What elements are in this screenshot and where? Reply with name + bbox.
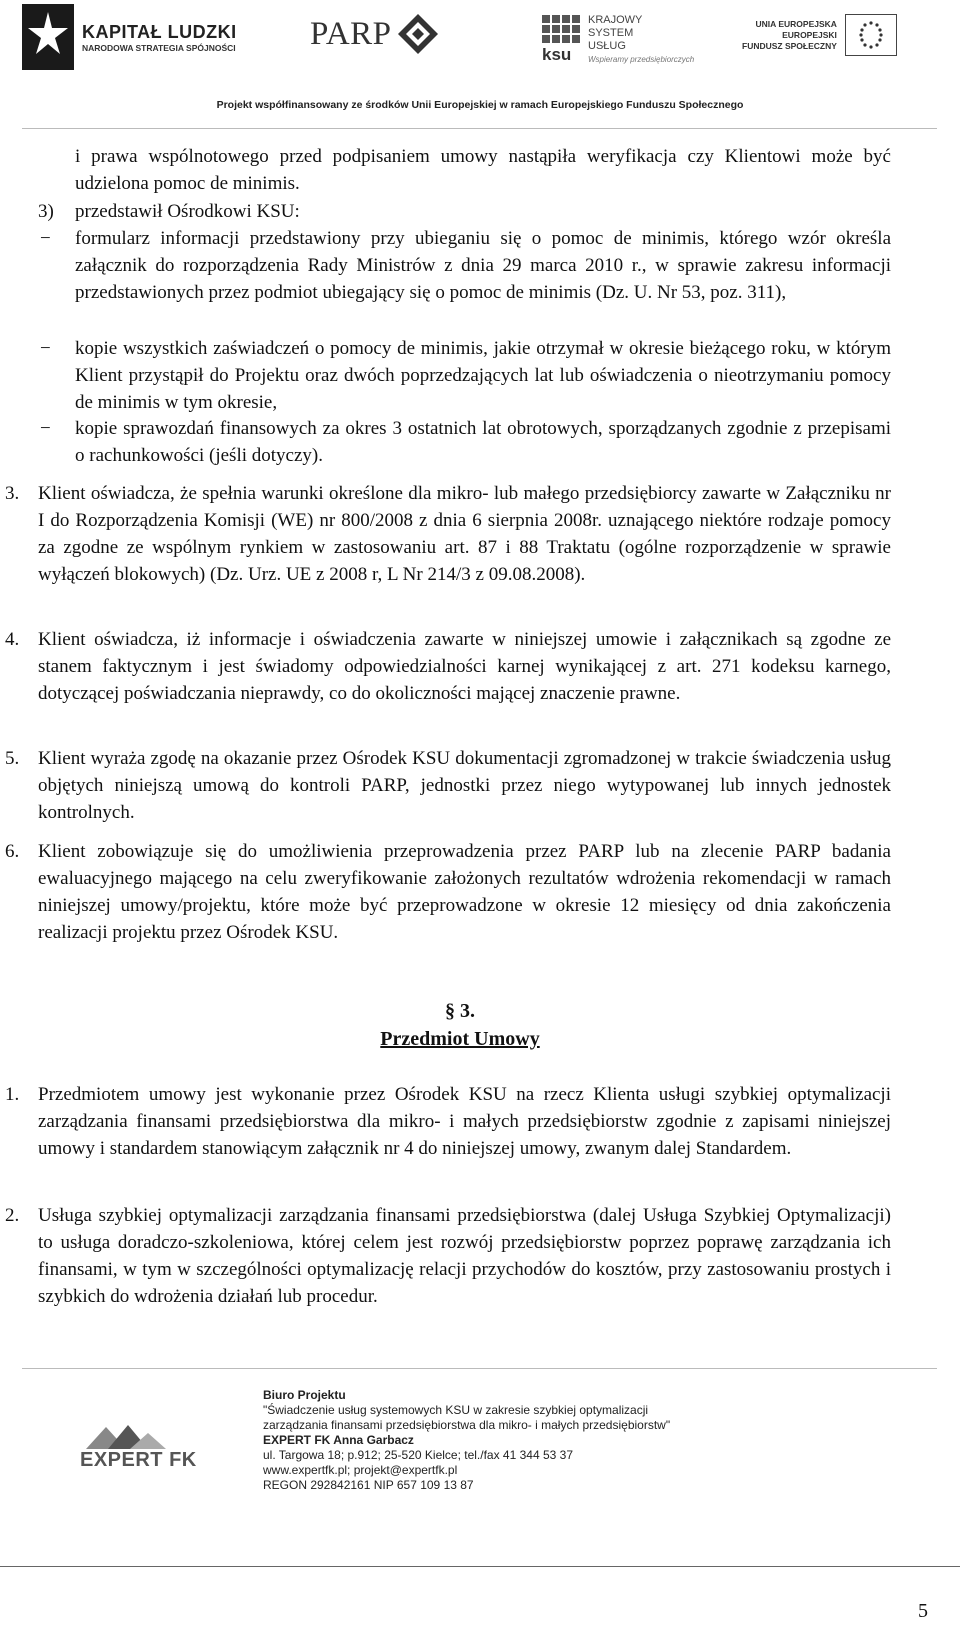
section-item-1: Przedmiotem umowy jest wykonanie przez Ośrodek KSU na rzecz Klienta usługi szybkiej optymalizacji zarządzania finansami przedsiębiorstwa dla mikro- i małych przedsiębiorstw zgodnie z zapisami niniejszej umowy i standardem stanowiącym załącznik nr 4 do niniejszej umowy, zwanym dalej Standardem. [38,1084,891,1159]
paragraph-5-number: 5. [5,748,20,769]
paragraph-5: Klient wyraża zgodę na okazanie przez Ośrodek KSU dokumentacji zgromadzonej w trakcie świadczenia usług objętych niniejszą umową do kontroli PARP, jednostki przez niego wytypowanej lub innych jednostek kontrolnych. [38,748,891,823]
ksu-abbr: ksu [542,45,572,64]
ue-logo [742,14,897,56]
page-header [0,0,960,130]
ksu-logo [542,14,694,66]
intro-paragraph: i prawa wspólnotowego przed podpisaniem umowy nastąpiła weryfikacja czy Klientowi może być udzielona pomoc de minimis. [75,146,891,194]
dash-bullet-3: − [40,418,51,439]
dash-bullet-1: − [40,228,51,249]
page-number: 5 [918,1600,928,1622]
item3-number: 3) [38,201,54,222]
footer-info [263,1388,670,1493]
paragraph-6-number: 6. [5,841,20,862]
paragraph-6: Klient zobowiązuje się do umożliwienia przeprowadzenia przez PARP lub na zlecenie PARP badania ewaluacyjnego mającego na celu zweryfikowanie założonych rezultatów wdrożenia rekomendacji w ramach niniejszej umowy/projektu, które może być przeprowadzone w okresie 12 miesięcy od dnia zakończenia realizacji projektu przez Ośrodek KSU. [38,841,891,943]
parp-wordmark: PARP [310,15,392,52]
ue-line1: UNIA EUROPEJSKA [755,18,837,29]
section-item-1-number: 1. [5,1084,20,1105]
dash-item-1: formularz informacji przedstawiony przy ubieganiu się o pomoc de minimis, którego wzór określa załącznik do rozporządzenia Rady Ministrów z dnia 29 marca 2010 r., w sprawie zakresu informacji przedstawionych przez podmiot ubiegający się o pomoc de minimis (Dz. U. Nr 53, poz. 311), [75,228,891,303]
expert-fk-wordmark: EXPERT FK [80,1449,197,1471]
dash-item-3: kopie sprawozdań finansowych za okres 3 ostatnich lat obrotowych, sporządzanych zgodnie z przepisami o rachunkowości (jeśli dotyczy). [75,418,891,466]
ue-line2: EUROPEJSKI [782,29,837,40]
footer-company: EXPERT FK Anna Garbacz [263,1433,414,1447]
footer-divider [22,1368,937,1369]
paragraph-3: Klient oświadcza, że spełnia warunki określone dla mikro- lub małego przedsiębiorcy zawarte w Załączniku nr I do Rozporządzenia Komisji (WE) nr 800/2008 z dnia 6 sierpnia 2008r. uznającego niektóre rodzaje pomocy za zgodne ze wspólnym rynkiem w zastosowaniu art. 87 i 88 Traktatu (ogólne rozporządzenie w sprawie wyłączeń blokowych) (Dz. Urz. UE z 2008 r, L Nr 214/3 z 09.08.2008). [38,483,891,585]
ksu-grid-icon [542,15,580,43]
cofinancing-note: Projekt współfinansowany ze środków Unii Europejskiej w ramach Europejskiego Funduszu Społecznego [216,99,744,111]
ksu-line2: SYSTEM [588,27,634,39]
dash-item-2: kopie wszystkich zaświadczeń o pomocy de minimis, jakie otrzymał w okresie bieżącego roku, w którym Klient przystąpił do Projektu oraz dwóch poprzedzających lat lub oświadczenia o nieotrzymaniu pomocy de minimis w tym okresie, [75,338,891,413]
ksu-slogan: Wspieramy przedsiębiorczych [588,55,695,64]
parp-logo [310,12,440,56]
footer-address: ul. Targowa 18; p.912; 25-520 Kielce; tel./fax 41 344 53 37 [263,1448,573,1462]
footer-web: www.expertfk.pl; projekt@expertfk.pl [263,1463,458,1477]
kapital-ludzki-star-icon [22,4,74,70]
paragraph-4: Klient oświadcza, iż informacje i oświadczenia zawarte w niniejszej umowie i załącznikach są zgodne ze stanem faktycznym i jest świadomy odpowiedzialności karnej wynikającej z art. 271 kodeksu karnego, dotyczącej poświadczania nieprawdy, co do okoliczności mającej znaczenie prawne. [38,629,891,704]
dash-bullet-2: − [40,338,51,359]
section-item-2: Usługa szybkiej optymalizacji zarządzania finansami przedsiębiorstwa (dalej Usługa Szybkiej Optymalizacji) to usługa doradczo-szkoleniowa, której celem jest rozwój przedsiębiorstw poprzez poprawę zarządzania ich finansami, w tym w szczególności optymalizację relacji przychodów do kosztów, przy zastosowaniu prostych i szybkich do wdrożenia działań lub procedur. [38,1205,891,1307]
section-number: § 3. [445,1000,475,1022]
kapital-ludzki-logo [22,2,237,72]
footer-office: Biuro Projektu [263,1388,346,1402]
expert-fk-logo [80,1423,197,1472]
ksu-line1: KRAJOWY [588,14,643,26]
expert-fk-mark-icon [86,1423,166,1449]
ksu-line3: USŁUG [588,40,626,52]
footer-project-line1: "Świadczenie usług systemowych KSU w zakresie szybkiej optymalizacji [263,1403,649,1417]
header-divider [22,128,937,129]
ue-line3: FUNDUSZ SPOŁECZNY [742,40,837,51]
paragraph-4-number: 4. [5,629,20,650]
footer-ids: REGON 292842161 NIP 657 109 13 87 [263,1478,474,1492]
section-item-2-number: 2. [5,1205,20,1226]
item3-text: przedstawił Ośrodkowi KSU: [75,201,300,222]
kl-title: KAPITAŁ LUDZKI [82,21,237,42]
section-title: Przedmiot Umowy [380,1028,540,1050]
footer-project-line2: zarządzania finansami przedsiębiorstwa dla mikro- i małych przedsiębiorstw" [263,1418,671,1432]
eu-flag-icon [845,14,897,56]
paragraph-3-number: 3. [5,483,20,504]
kl-subtitle: NARODOWA STRATEGIA SPÓJNOŚCI [82,42,236,53]
bottom-rule [0,1566,960,1567]
parp-diamond-icon [396,12,440,56]
